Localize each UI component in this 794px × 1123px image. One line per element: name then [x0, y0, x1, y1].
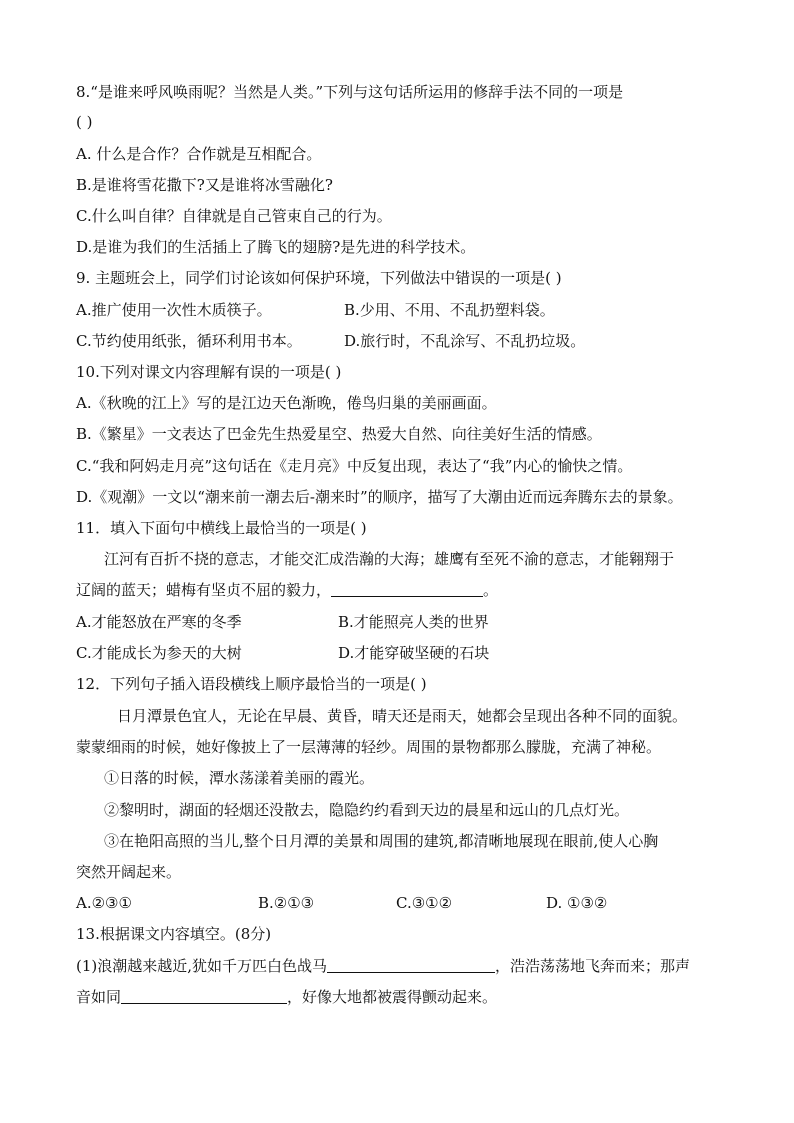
q13-blank-1[interactable] — [327, 956, 495, 973]
q11-passage-line1: 江河有百折不挠的意志，才能交汇成浩瀚的大海；雄鹰有至死不渝的意志，才能翱翔于 — [104, 550, 675, 568]
q13-line1-mid: ，浩浩荡荡地飞奔而来；那声 — [495, 957, 691, 975]
q11-passage-line2 — [76, 580, 734, 602]
q12-passage-line1: 日月潭景色宜人，无论在早晨、黄昏，晴天还是雨天，她都会呈现出各种不同的面貌。 — [117, 707, 688, 725]
q12-option-c: C.③①② — [396, 894, 453, 912]
q8-option-d: D.是谁为我们的生活插上了腾飞的翅膀?是先进的科学技术。 — [76, 238, 476, 256]
q9-option-a: A.推广使用一次性木质筷子。 — [76, 301, 272, 319]
q12-sentence-2: ②黎明时，湖面的轻烟还没散去，隐隐约约看到天边的晨星和远山的几点灯光。 — [104, 801, 630, 819]
q13-line1 — [76, 956, 734, 978]
q13-line1-start: (1)浪潮越来越近,犹如千万匹白色战马 — [76, 957, 328, 975]
q10-stem: 10.下列对课文内容理解有误的一项是( ) — [76, 363, 342, 381]
q9-stem: 9. 主题班会上，同学们讨论该如何保护环境，下列做法中错误的一项是( ) — [76, 269, 562, 287]
q13-line2-start: 音如同 — [76, 988, 122, 1006]
q13-blank-2[interactable] — [121, 987, 287, 1004]
q12-sentence-3: ③在艳阳高照的当儿,整个日月潭的美景和周围的建筑,都清晰地展现在眼前,使人心胸 — [104, 832, 659, 850]
q11-option-d: D.才能穿破坚硬的石块 — [338, 644, 490, 662]
q10-option-d: D.《观潮》一文以“潮来前一潮去后-潮来时”的顺序，描写了大潮由近而远奔腾东去的景象。 — [76, 488, 683, 506]
q12-sentence-1: ①日落的时候，潭水荡漾着美丽的霞光。 — [104, 769, 375, 787]
q9-option-b: B.少用、不用、不乱扔塑料袋。 — [344, 301, 555, 319]
q9-options-row2 — [76, 331, 734, 353]
q9-option-d: D.旅行时，不乱涂写、不乱扔垃圾。 — [344, 332, 586, 350]
q12-passage-line2: 蒙蒙细雨的时候，她好像披上了一层薄薄的轻纱。周围的景物都那么朦胧，充满了神秘。 — [76, 738, 662, 756]
q8-option-b: B.是谁将雪花撒下?又是谁将冰雪融化? — [76, 176, 333, 194]
q11-options-row1 — [76, 612, 734, 634]
q8-option-a: A. 什么是合作？合作就是互相配合。 — [76, 145, 322, 163]
q8-answer-paren: ( ) — [76, 113, 93, 131]
q13-stem: 13.根据课文内容填空。(8分) — [76, 925, 272, 943]
q9-options-row1 — [76, 300, 734, 322]
q11-passage-end: 。 — [483, 581, 499, 599]
q12-options — [76, 893, 734, 915]
q13-line2 — [76, 987, 734, 1009]
q11-option-a: A.才能怒放在严寒的冬季 — [76, 613, 242, 631]
q12-option-b: B.②①③ — [258, 894, 315, 912]
q11-option-c: C.才能成长为参天的大树 — [76, 644, 242, 662]
q9-option-c: C.节约使用纸张，循环利用书本。 — [76, 332, 302, 350]
q11-stem: 11．填入下面句中横线上最恰当的一项是( ) — [76, 519, 367, 537]
q8-stem: 8.“是谁来呼风唤雨呢？当然是人类。”下列与这句话所运用的修辞手法不同的一项是 — [76, 83, 624, 101]
q11-option-b: B.才能照亮人类的世界 — [338, 613, 489, 631]
q11-options-row2 — [76, 643, 734, 665]
q13-line2-end: ，好像大地都被震得颤动起来。 — [287, 988, 498, 1006]
q12-option-d: D. ①③② — [546, 894, 608, 912]
q11-blank[interactable] — [331, 580, 483, 597]
q10-option-a: A.《秋晚的江上》写的是江边天色渐晚，倦鸟归巢的美丽画面。 — [76, 394, 497, 412]
q12-option-a: A.②③① — [76, 894, 132, 912]
q8-option-c: C.什么叫自律？自律就是自己管束自己的行为。 — [76, 207, 392, 225]
q10-option-b: B.《繁星》一文表达了巴金先生热爱星空、热爱大自然、向往美好生活的情感。 — [76, 425, 602, 443]
q12-stem: 12．下列句子插入语段横线上顺序最恰当的一项是( ) — [76, 675, 427, 693]
q10-option-c: C.“我和阿妈走月亮”这句话在《走月亮》中反复出现，表达了“我”内心的愉快之情。 — [76, 457, 633, 475]
q12-sentence-3-cont: 突然开阔起来。 — [76, 863, 182, 881]
q11-passage-text: 辽阔的蓝天；蜡梅有坚贞不屈的毅力， — [76, 581, 332, 599]
